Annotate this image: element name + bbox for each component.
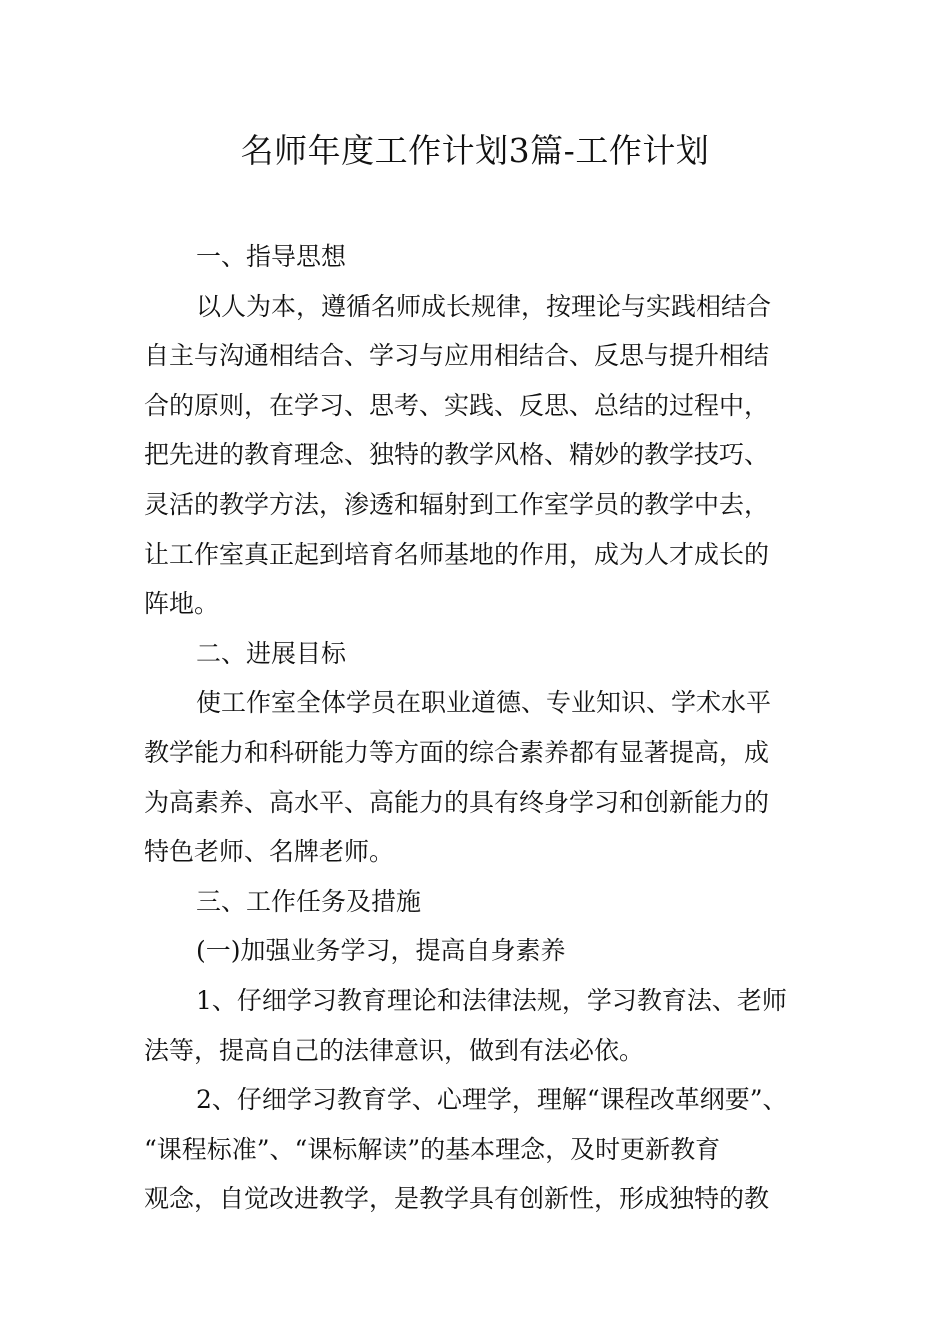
- section-heading-guiding-ideology: 一、指导思想: [196, 242, 347, 271]
- paragraph-line: 为高素养、高水平、高能力的具有终身学习和创新能力的: [144, 787, 770, 817]
- document-body: [144, 232, 812, 1224]
- list-item-line: 法等，提高自己的法律意识，做到有法必依。: [144, 1035, 645, 1065]
- paragraph-line: 让工作室真正起到培育名师基地的作用，成为人才成长的: [144, 539, 770, 569]
- section-heading-tasks-measures: 三、工作任务及措施: [196, 886, 422, 916]
- paragraph-line: 使工作室全体学员在职业道德、专业知识、学术水平: [196, 688, 772, 718]
- section-heading-development-goals: 二、进展目标: [196, 638, 347, 668]
- subsection-heading: (一)加强业务学习，提高自身素养: [196, 936, 566, 966]
- paragraph-line: 把先进的教育理念、独特的教学风格、精妙的教学技巧、: [144, 440, 770, 470]
- paragraph-line: 教学能力和科研能力等方面的综合素养都有显著提高，成: [144, 737, 770, 767]
- paragraph-line: 自主与沟通相结合、学习与应用相结合、反思与提升相结: [144, 341, 770, 371]
- paragraph-line: 以人为本，遵循名师成长规律，按理论与实践相结合: [196, 291, 772, 321]
- paragraph-line: 合的原则，在学习、思考、实践、反思、总结的过程中，: [144, 390, 770, 420]
- paragraph-line: 特色老师、名牌老师。: [144, 837, 395, 867]
- list-item-line: 1、仔细学习教育理论和法律法规，学习教育法、老师: [196, 985, 787, 1015]
- list-item-line: “课程标准”、“课标解读”的基本理念，及时更新教育: [144, 1134, 721, 1164]
- list-item-line: 观念，自觉改进教学，是教学具有创新性，形成独特的教: [144, 1184, 770, 1214]
- document-title: 名师年度工作计划3篇-工作计划: [240, 131, 710, 170]
- list-item-line: 2、仔细学习教育学、心理学，理解“课程改革纲要”、: [196, 1085, 788, 1115]
- paragraph-line: 阵地。: [144, 589, 220, 619]
- paragraph-line: 灵活的教学方法，渗透和辐射到工作室学员的教学中去，: [144, 489, 770, 519]
